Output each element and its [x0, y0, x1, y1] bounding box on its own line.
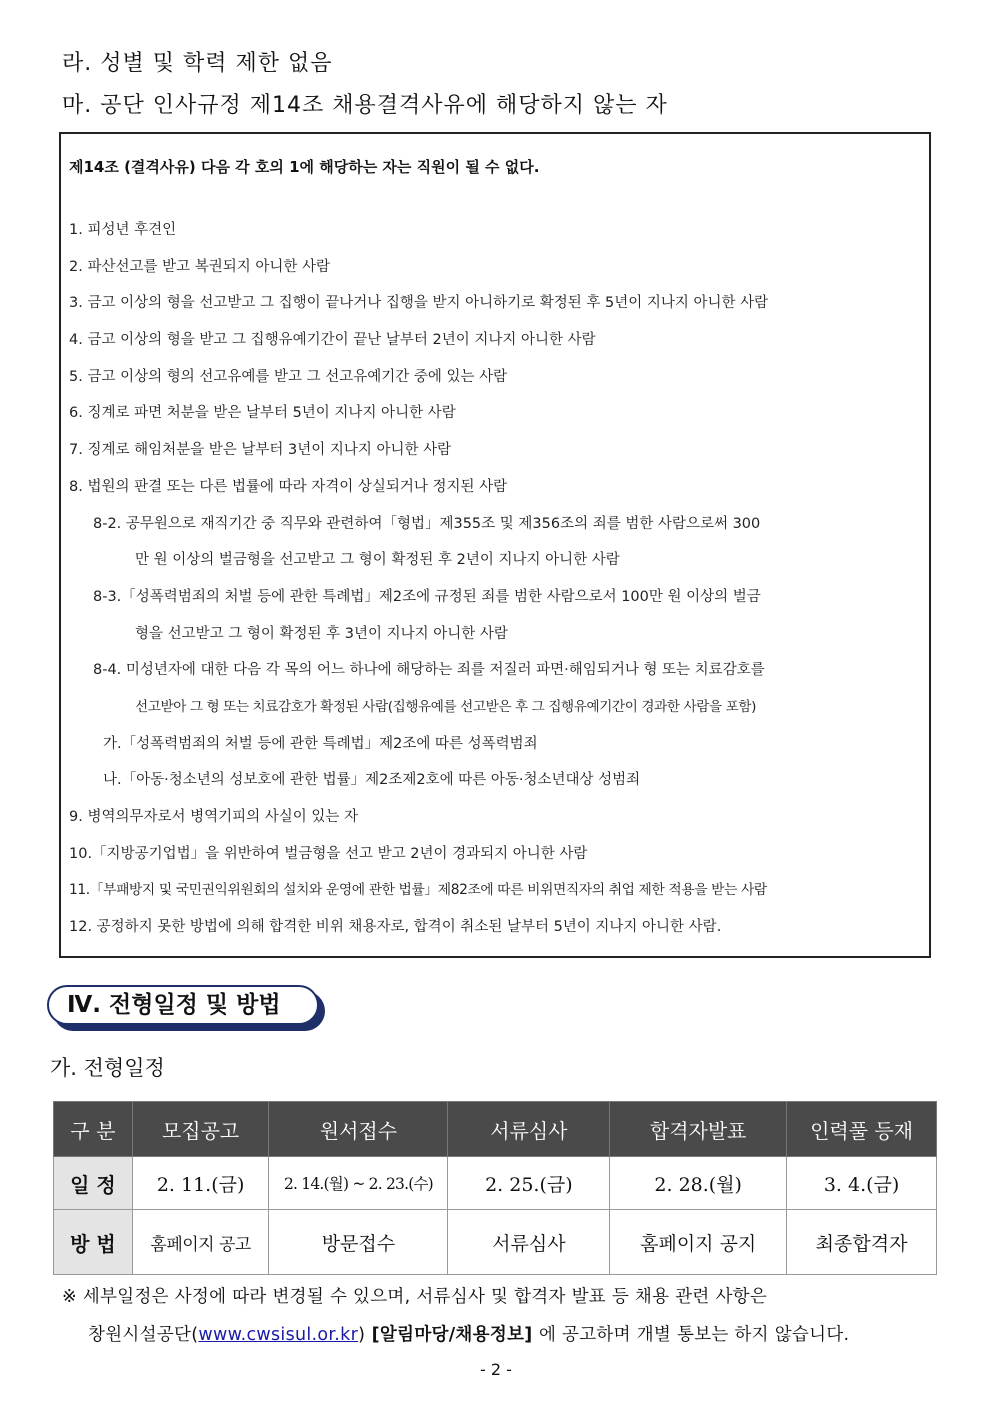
requirement-ma: 마. 공단 인사규정 제14조 채용결격사유에 해당하지 않는 자 [62, 93, 668, 118]
table-header: 구 분 [54, 1102, 133, 1157]
article-subitem-na: 나.「아동·청소년의 성보호에 관한 법률」제2조제2호에 따른 아동·청소년대상 성범죄 [103, 772, 641, 788]
table-header: 서류심사 [448, 1102, 610, 1157]
table-cell: 홈페이지 공지 [610, 1210, 787, 1275]
disqualification-article-box [59, 132, 931, 958]
page-number: - 2 - [480, 1360, 512, 1379]
table-row [54, 1210, 937, 1275]
article-item: 12. 공정하지 못한 방법에 의해 합격한 비위 채용자로, 합격이 취소된 날부터 5년이 지나지 아니한 사람. [69, 919, 722, 935]
table-header-row [54, 1102, 937, 1157]
article-item: 4. 금고 이상의 형을 받고 그 집행유예기간이 끝난 날부터 2년이 지나지 아니한 사람 [69, 332, 596, 348]
table-cell: 최종합격자 [787, 1210, 937, 1275]
schedule-heading: 가. 전형일정 [50, 1056, 165, 1080]
article-subitem-cont: 선고받아 그 형 또는 치료감호가 확정된 사람(집행유예를 선고받은 후 그 집행유예기간이 경과한 사람을 포함) [135, 699, 756, 715]
table-cell: 2. 28.(월) [610, 1157, 787, 1210]
article-title: 제14조 (결격사유) 다음 각 호의 1에 해당하는 자는 직원이 될 수 없다. [69, 158, 540, 176]
requirement-ra: 라. 성별 및 학력 제한 없음 [62, 51, 333, 76]
note-paren: ) [358, 1325, 366, 1345]
table-row [54, 1157, 937, 1210]
table-header: 모집공고 [132, 1102, 269, 1157]
table-cell: 서류심사 [448, 1210, 610, 1275]
table-cell: 2. 11.(금) [132, 1157, 269, 1210]
note-org: 창원시설공단( [88, 1325, 199, 1345]
website-link[interactable]: www.cwsisul.or.kr [198, 1325, 359, 1345]
article-item: 7. 징계로 해임처분을 받은 날부터 3년이 지나지 아니한 사람 [69, 442, 452, 458]
article-subitem-ga: 가.「성폭력범죄의 처벌 등에 관한 특례법」제2조에 따른 성폭력범죄 [103, 736, 538, 752]
article-item: 3. 금고 이상의 형을 선고받고 그 집행이 끝나거나 집행을 받지 아니하기로 확정된 후 5년이 지나지 아니한 사람 [69, 295, 769, 311]
table-header: 원서접수 [269, 1102, 448, 1157]
section-title: Ⅳ. 전형일정 및 방법 [47, 985, 319, 1025]
table-cell: 방문접수 [269, 1210, 448, 1275]
schedule-note-line2 [88, 1321, 849, 1346]
table-header: 인력풀 등재 [787, 1102, 937, 1157]
article-item: 10.「지방공기업법」을 위반하여 벌금형을 선고 받고 2년이 경과되지 아니한 사람 [69, 846, 588, 862]
table-cell: 홈페이지 공고 [132, 1210, 269, 1275]
article-item: 8. 법원의 판결 또는 다른 법률에 따라 자격이 상실되거나 정지된 사람 [69, 479, 508, 495]
row-label-schedule: 일 정 [54, 1157, 133, 1210]
article-subitem: 8-4. 미성년자에 대한 다음 각 목의 어느 하나에 해당하는 죄를 저질러 파면·해임되거나 형 또는 치료감호를 [93, 662, 765, 678]
article-item: 5. 금고 이상의 형의 선고유예를 받고 그 선고유예기간 중에 있는 사람 [69, 369, 508, 385]
article-item: 2. 파산선고를 받고 복권되지 아니한 사람 [69, 259, 330, 275]
table-cell: 3. 4.(금) [787, 1157, 937, 1210]
section-banner [47, 985, 325, 1033]
article-subitem-cont: 만 원 이상의 벌금형을 선고받고 그 형이 확정된 후 2년이 지나지 아니한 사람 [135, 552, 620, 568]
schedule-note-line1: ※ 세부일정은 사정에 따라 변경될 수 있으며, 서류심사 및 합격자 발표 등 채용 관련 사항은 [62, 1287, 768, 1307]
row-label-method: 방 법 [54, 1210, 133, 1275]
article-item: 9. 병역의무자로서 병역기피의 사실이 있는 자 [69, 809, 359, 825]
table-cell: 2. 25.(금) [448, 1157, 610, 1210]
schedule-table [53, 1101, 937, 1275]
article-subitem-cont: 형을 선고받고 그 형이 확정된 후 3년이 지나지 아니한 사람 [135, 626, 508, 642]
article-item: 6. 징계로 파면 처분을 받은 날부터 5년이 지나지 아니한 사람 [69, 405, 456, 421]
note-tail: 에 공고하며 개별 통보는 하지 않습니다. [538, 1325, 850, 1345]
article-item: 11.「부패방지 및 국민권익위원회의 설치와 운영에 관한 법률」제82조에 따른 비위면직자의 취업 제한 적용을 받는 사람 [69, 882, 767, 898]
article-subitem: 8-2. 공무원으로 재직기간 중 직무와 관련하여「형법」제355조 및 제356조의 죄를 범한 사람으로써 300 [93, 516, 761, 532]
article-subitem: 8-3.「성폭력범죄의 처벌 등에 관한 특례법」제2조에 규정된 죄를 범한 사람으로서 100만 원 이상의 벌금 [93, 589, 761, 605]
article-item: 1. 피성년 후견인 [69, 222, 177, 238]
note-menu: [알림마당/채용정보] [365, 1325, 539, 1345]
table-cell: 2. 14.(월) ~ 2. 23.(수) [269, 1157, 448, 1210]
table-header: 합격자발표 [610, 1102, 787, 1157]
